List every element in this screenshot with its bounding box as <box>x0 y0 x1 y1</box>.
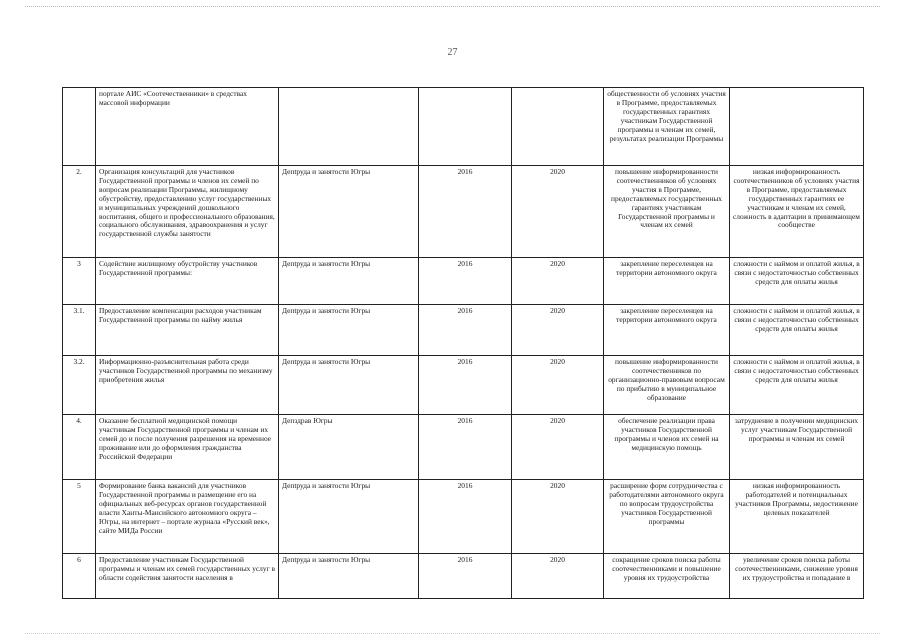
executor-cell <box>279 356 419 415</box>
executor-cell-text: Депздрав Югры <box>282 417 333 425</box>
start-year-cell <box>419 554 512 599</box>
row-number-text: 6 <box>77 556 81 564</box>
end-year-cell <box>512 356 604 415</box>
row-number-text: 3.2. <box>73 358 85 366</box>
end-year-cell <box>512 305 604 356</box>
activity-cell <box>96 88 279 166</box>
end-year-cell-text: 2020 <box>550 358 565 366</box>
activity-cell-text: Формирование банка вакансий для участников Государственной программы и размещение его на официальных веб-ресурсах органов государственной власти Ханты-Мансийского автономного округа – Югры, на интернет – портале журнала «Русский век», сайте МИДа России <box>99 482 270 535</box>
table-row <box>63 258 864 305</box>
end-year-cell <box>512 480 604 554</box>
result-cell-text: закрепление переселенцев на территории автономного округа <box>616 260 717 277</box>
row-number <box>63 258 96 305</box>
row-number-text <box>66 90 92 163</box>
start-year-cell-text <box>422 90 508 163</box>
start-year-cell-text: 2016 <box>457 307 473 315</box>
risks-cell-text: затруднение в получении медицинских услуг участникам Государственной программы и членам их семей <box>734 417 859 443</box>
executor-cell-text: Депtруда и занятости Югры <box>282 168 371 176</box>
end-year-cell-text: 2020 <box>550 168 565 176</box>
executor-cell-text: Депtруда и занятости Югры <box>282 307 371 315</box>
result-cell <box>604 356 730 415</box>
result-cell <box>604 480 730 554</box>
row-number <box>63 480 96 554</box>
start-year-cell <box>419 480 512 554</box>
executor-cell-text <box>282 90 415 163</box>
activity-cell <box>96 415 279 480</box>
end-year-cell-text: 2020 <box>550 260 565 268</box>
row-number-text: 3 <box>77 260 81 268</box>
risks-cell <box>730 166 864 258</box>
row-number <box>63 88 96 166</box>
executor-cell <box>279 415 419 480</box>
end-year-cell-text: 2020 <box>550 556 565 564</box>
executor-cell-text: Депtруда и занятости Югры <box>282 482 371 490</box>
activity-cell-text: Оказание бесплатной медицинской помощи участникам Государственной программы и членам их семей до и после получения разрешения на временное проживание или до оформления гражданства Российской Федерации <box>99 417 272 461</box>
activities-table <box>62 87 864 599</box>
result-cell <box>604 88 730 166</box>
activity-cell <box>96 480 279 554</box>
row-number-text: 5 <box>77 482 81 490</box>
activity-cell <box>96 166 279 258</box>
table-row <box>63 554 864 599</box>
page-number: 27 <box>447 47 458 58</box>
end-year-cell-text: 2020 <box>550 482 565 490</box>
activity-cell <box>96 258 279 305</box>
end-year-cell-text: 2020 <box>550 307 565 315</box>
result-cell-text: обеспечение реализации права участников Государственной программы и членов их семей на медицинскую помощь <box>614 417 719 452</box>
result-cell-text: общественности об условиях участия в Программе, предоставляемых государственных гарантиях участникам Государственной программы и членам их семей, результатах реализации Программы <box>607 90 726 143</box>
row-number-text: 3.1. <box>73 307 85 315</box>
scan-bottom-edge <box>25 633 880 634</box>
table-row <box>63 166 864 258</box>
table-row <box>63 88 864 166</box>
executor-cell <box>279 480 419 554</box>
risks-cell <box>730 480 864 554</box>
start-year-cell-text: 2016 <box>457 358 473 366</box>
row-number <box>63 415 96 480</box>
row-number-text: 4. <box>76 417 82 425</box>
end-year-cell <box>512 258 604 305</box>
risks-cell-text: сложности с наймом и оплатой жилья, в связи с недостаточностью собственных средств для оплаты жилья <box>733 307 860 333</box>
table-row <box>63 415 864 480</box>
result-cell <box>604 415 730 480</box>
risks-cell <box>730 305 864 356</box>
result-cell <box>604 554 730 599</box>
result-cell-text: повышение информированности соотечественников по организационно-правовым вопросам по прибытию в муниципальное образование <box>608 358 725 402</box>
result-cell-text: повышение информированности соотечественников об условиях участия в Программе, предоставляемых государственных гарантиях участникам Государственной программы и членам их семей <box>611 168 722 230</box>
table-row <box>63 356 864 415</box>
result-cell <box>604 258 730 305</box>
risks-cell <box>730 356 864 415</box>
end-year-cell-text: 2020 <box>550 417 565 425</box>
result-cell-text: расширение форм сотрудничества с работодателями автономного округа по вопросам трудоустройства участников Государственной программы <box>609 482 724 526</box>
start-year-cell-text: 2016 <box>457 482 473 490</box>
risks-cell <box>730 554 864 599</box>
row-number <box>63 305 96 356</box>
risks-cell-text: низкая информированность соотечественников об условиях участия в Программе, предоставляемых государственных гарантиях ее участникам и членам их семей, сложность в адаптации в принимающем сообществе <box>733 168 860 230</box>
start-year-cell <box>419 166 512 258</box>
result-cell <box>604 166 730 258</box>
risks-cell <box>730 258 864 305</box>
result-cell-text: закрепление переселенцев на территории автономного округа <box>616 307 717 324</box>
executor-cell <box>279 88 419 166</box>
activity-cell <box>96 554 279 599</box>
risks-cell-text: низкая информированность работодателей и потенциальных участников Программы, недостижение целевых показателей <box>735 482 858 517</box>
row-number <box>63 554 96 599</box>
end-year-cell <box>512 554 604 599</box>
activity-cell-text: Информационно-разъяснительная работа среди участников Государственной программы по механизму приобретения жилья <box>99 358 273 384</box>
executor-cell <box>279 554 419 599</box>
end-year-cell <box>512 166 604 258</box>
executor-cell <box>279 258 419 305</box>
risks-cell-text: сложности с наймом и оплатой жилья, в связи с недостаточностью собственных средств для оплаты жилья <box>733 358 860 384</box>
row-number <box>63 356 96 415</box>
activity-cell-text: Содействие жилищному обустройству участников Государственной программы: <box>99 260 258 277</box>
result-cell <box>604 305 730 356</box>
activity-cell-text: портале АИС «Соотечественники» в средствах массовой информации <box>99 90 247 107</box>
start-year-cell-text: 2016 <box>457 168 473 176</box>
start-year-cell-text: 2016 <box>457 556 473 564</box>
start-year-cell <box>419 305 512 356</box>
activity-cell-text: Предоставление компенсации расходов участникам Государственной программы по найму жилья <box>99 307 262 324</box>
activity-cell-text: Предоставление участникам Государственной программы и членам их семей государственных услуг в области содействия занятости населения в <box>99 556 275 582</box>
risks-cell <box>730 88 864 166</box>
activity-cell <box>96 305 279 356</box>
executor-cell-text: Депtруда и занятости Югры <box>282 260 371 268</box>
end-year-cell-text <box>515 90 600 163</box>
executor-cell-text: Депtруда и занятости Югры <box>282 556 371 564</box>
start-year-cell <box>419 356 512 415</box>
risks-cell-text: сложности с наймом и оплатой жилья, в связи с недостаточностью собственных средств для оплаты жилья <box>733 260 860 286</box>
risks-cell <box>730 415 864 480</box>
executor-cell <box>279 305 419 356</box>
activity-cell <box>96 356 279 415</box>
start-year-cell <box>419 88 512 166</box>
result-cell-text: сокращение сроков поиска работы соотечественниками и повышение уровня их трудоустройства <box>612 556 721 582</box>
table-body <box>63 88 864 599</box>
end-year-cell <box>512 415 604 480</box>
risks-cell-text: увеличение сроков поиска работы соотечественниками, снижение уровня их трудоустройства и попадание в <box>735 556 858 582</box>
scan-top-edge <box>25 6 880 7</box>
end-year-cell <box>512 88 604 166</box>
table-row <box>63 305 864 356</box>
row-number-text: 2. <box>76 168 82 176</box>
activity-cell-text: Организация консультаций для участников Государственной программы и членов их семей по вопросам реализации Программы, жилищному обустройству, предоставлению услуг государственных и муниципальных учреждений дошкольного воспитания, общего и профессионального образования, социального обслуживания, здравоохранения и услуг государственной службы занятости <box>99 168 275 239</box>
start-year-cell-text: 2016 <box>457 260 473 268</box>
start-year-cell-text: 2016 <box>457 417 473 425</box>
start-year-cell <box>419 258 512 305</box>
risks-cell-text <box>733 90 860 163</box>
executor-cell-text: Депtруда и занятости Югры <box>282 358 371 366</box>
table-row <box>63 480 864 554</box>
executor-cell <box>279 166 419 258</box>
row-number <box>63 166 96 258</box>
start-year-cell <box>419 415 512 480</box>
